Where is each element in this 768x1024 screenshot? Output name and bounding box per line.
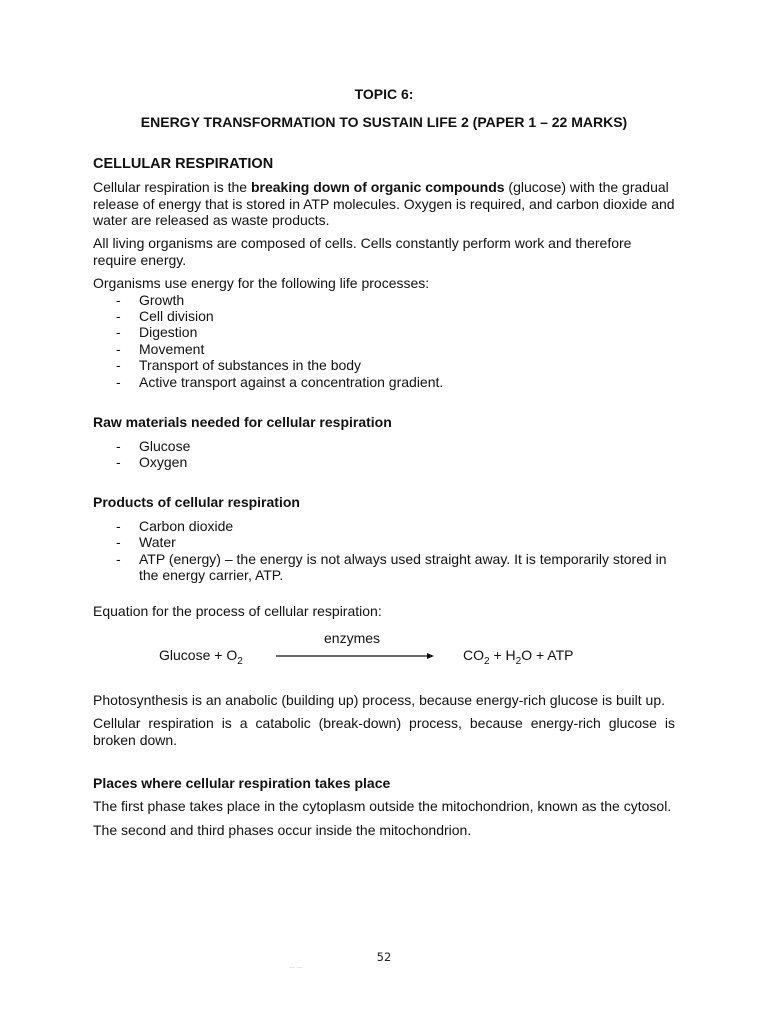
catabolic-paragraph: Cellular respiration is a catabolic (break-down) process, because energy-rich glucose is broken down. <box>93 715 675 748</box>
dash-bullet: - <box>116 437 121 454</box>
co2-subscript: 2 <box>484 655 490 667</box>
list-item <box>93 324 675 340</box>
raw-materials-list <box>93 438 675 471</box>
equation-products <box>463 646 574 667</box>
dash-bullet: - <box>116 453 121 470</box>
reaction-arrow-icon <box>275 650 435 662</box>
list-item-text: Water <box>139 534 176 551</box>
list-item-text: Transport of substances in the body <box>139 357 362 374</box>
co-text: CO <box>463 646 484 663</box>
list-item-text: Movement <box>139 340 205 357</box>
dash-bullet: - <box>116 324 121 341</box>
o2-subscript: 2 <box>237 655 243 667</box>
faint-page-mark: — — <box>289 965 303 971</box>
plus-h-text: + H <box>489 646 516 663</box>
life-processes-intro: Organisms use energy for the following life processes: <box>93 275 430 292</box>
document-page <box>93 86 675 838</box>
dash-bullet: - <box>116 340 121 357</box>
definition-paragraph <box>93 179 675 228</box>
products-list <box>93 518 675 584</box>
list-item-text: ATP (energy) – the energy is not always used straight away. It is temporarily stored in the energy carrier, ATP. <box>139 550 667 583</box>
list-item <box>93 357 675 373</box>
second-phase-paragraph: The second and third phases occur inside the mitochondrion. <box>93 821 472 838</box>
list-item-text: Oxygen <box>139 453 188 470</box>
document-title: ENERGY TRANSFORMATION TO SUSTAIN LIFE 2 (PAPER 1 – 22 MARKS) <box>140 114 628 131</box>
photosynthesis-paragraph: Photosynthesis is an anabolic (building up) process, because energy-rich glucose is built up. <box>93 691 665 708</box>
list-item <box>93 438 675 454</box>
dash-bullet: - <box>116 308 121 325</box>
dash-bullet: - <box>116 291 121 308</box>
o-atp-text: O + ATP <box>521 646 574 663</box>
equation-reactants <box>159 646 243 667</box>
respiration-equation <box>93 630 675 670</box>
list-item-text: Digestion <box>139 324 198 341</box>
h2-subscript: 2 <box>515 655 522 667</box>
list-item-text: Growth <box>139 291 185 308</box>
list-item-text: Cell division <box>139 308 214 325</box>
list-item-text: Carbon dioxide <box>139 517 234 534</box>
reactants-text: Glucose + O <box>159 646 238 663</box>
enzymes-label: enzymes <box>324 629 381 646</box>
equation-intro: Equation for the process of cellular respiration: <box>93 603 382 620</box>
definition-text-start: Cellular respiration is the <box>93 179 251 196</box>
list-item <box>93 518 675 534</box>
list-item <box>93 292 675 308</box>
cells-paragraph: All living organisms are composed of cells. Cells constantly perform work and therefore require energy. <box>93 235 632 268</box>
list-item <box>93 534 675 550</box>
list-item <box>93 551 675 584</box>
first-phase-paragraph: The first phase takes place in the cytoplasm outside the mitochondrion, known as the cytosol. <box>93 798 672 815</box>
page-number: 52 <box>376 950 392 964</box>
definition-text-end: (glucose) with the gradual release of energy that is stored in ATP molecules. Oxygen is required, and carbon dioxide and water are released as waste products. <box>93 179 675 229</box>
cellular-respiration-heading: CELLULAR RESPIRATION <box>93 155 274 172</box>
list-item-text: Active transport against a concentration gradient. <box>139 373 444 390</box>
list-item-text: Glucose <box>139 437 191 454</box>
products-heading: Products of cellular respiration <box>93 494 300 511</box>
dash-bullet: - <box>116 357 121 374</box>
list-item <box>93 454 675 470</box>
life-processes-list <box>93 292 675 390</box>
dash-bullet: - <box>116 517 121 534</box>
list-item <box>93 341 675 357</box>
dash-bullet: - <box>116 373 121 390</box>
dash-bullet: - <box>116 534 121 551</box>
definition-bold-term: breaking down of organic compounds <box>250 179 505 196</box>
raw-materials-heading: Raw materials needed for cellular respiration <box>93 414 392 431</box>
topic-label: TOPIC 6: <box>354 86 414 102</box>
dash-bullet: - <box>116 550 121 567</box>
places-heading: Places where cellular respiration takes place <box>93 774 391 791</box>
list-item <box>93 308 675 324</box>
list-item <box>93 374 675 390</box>
